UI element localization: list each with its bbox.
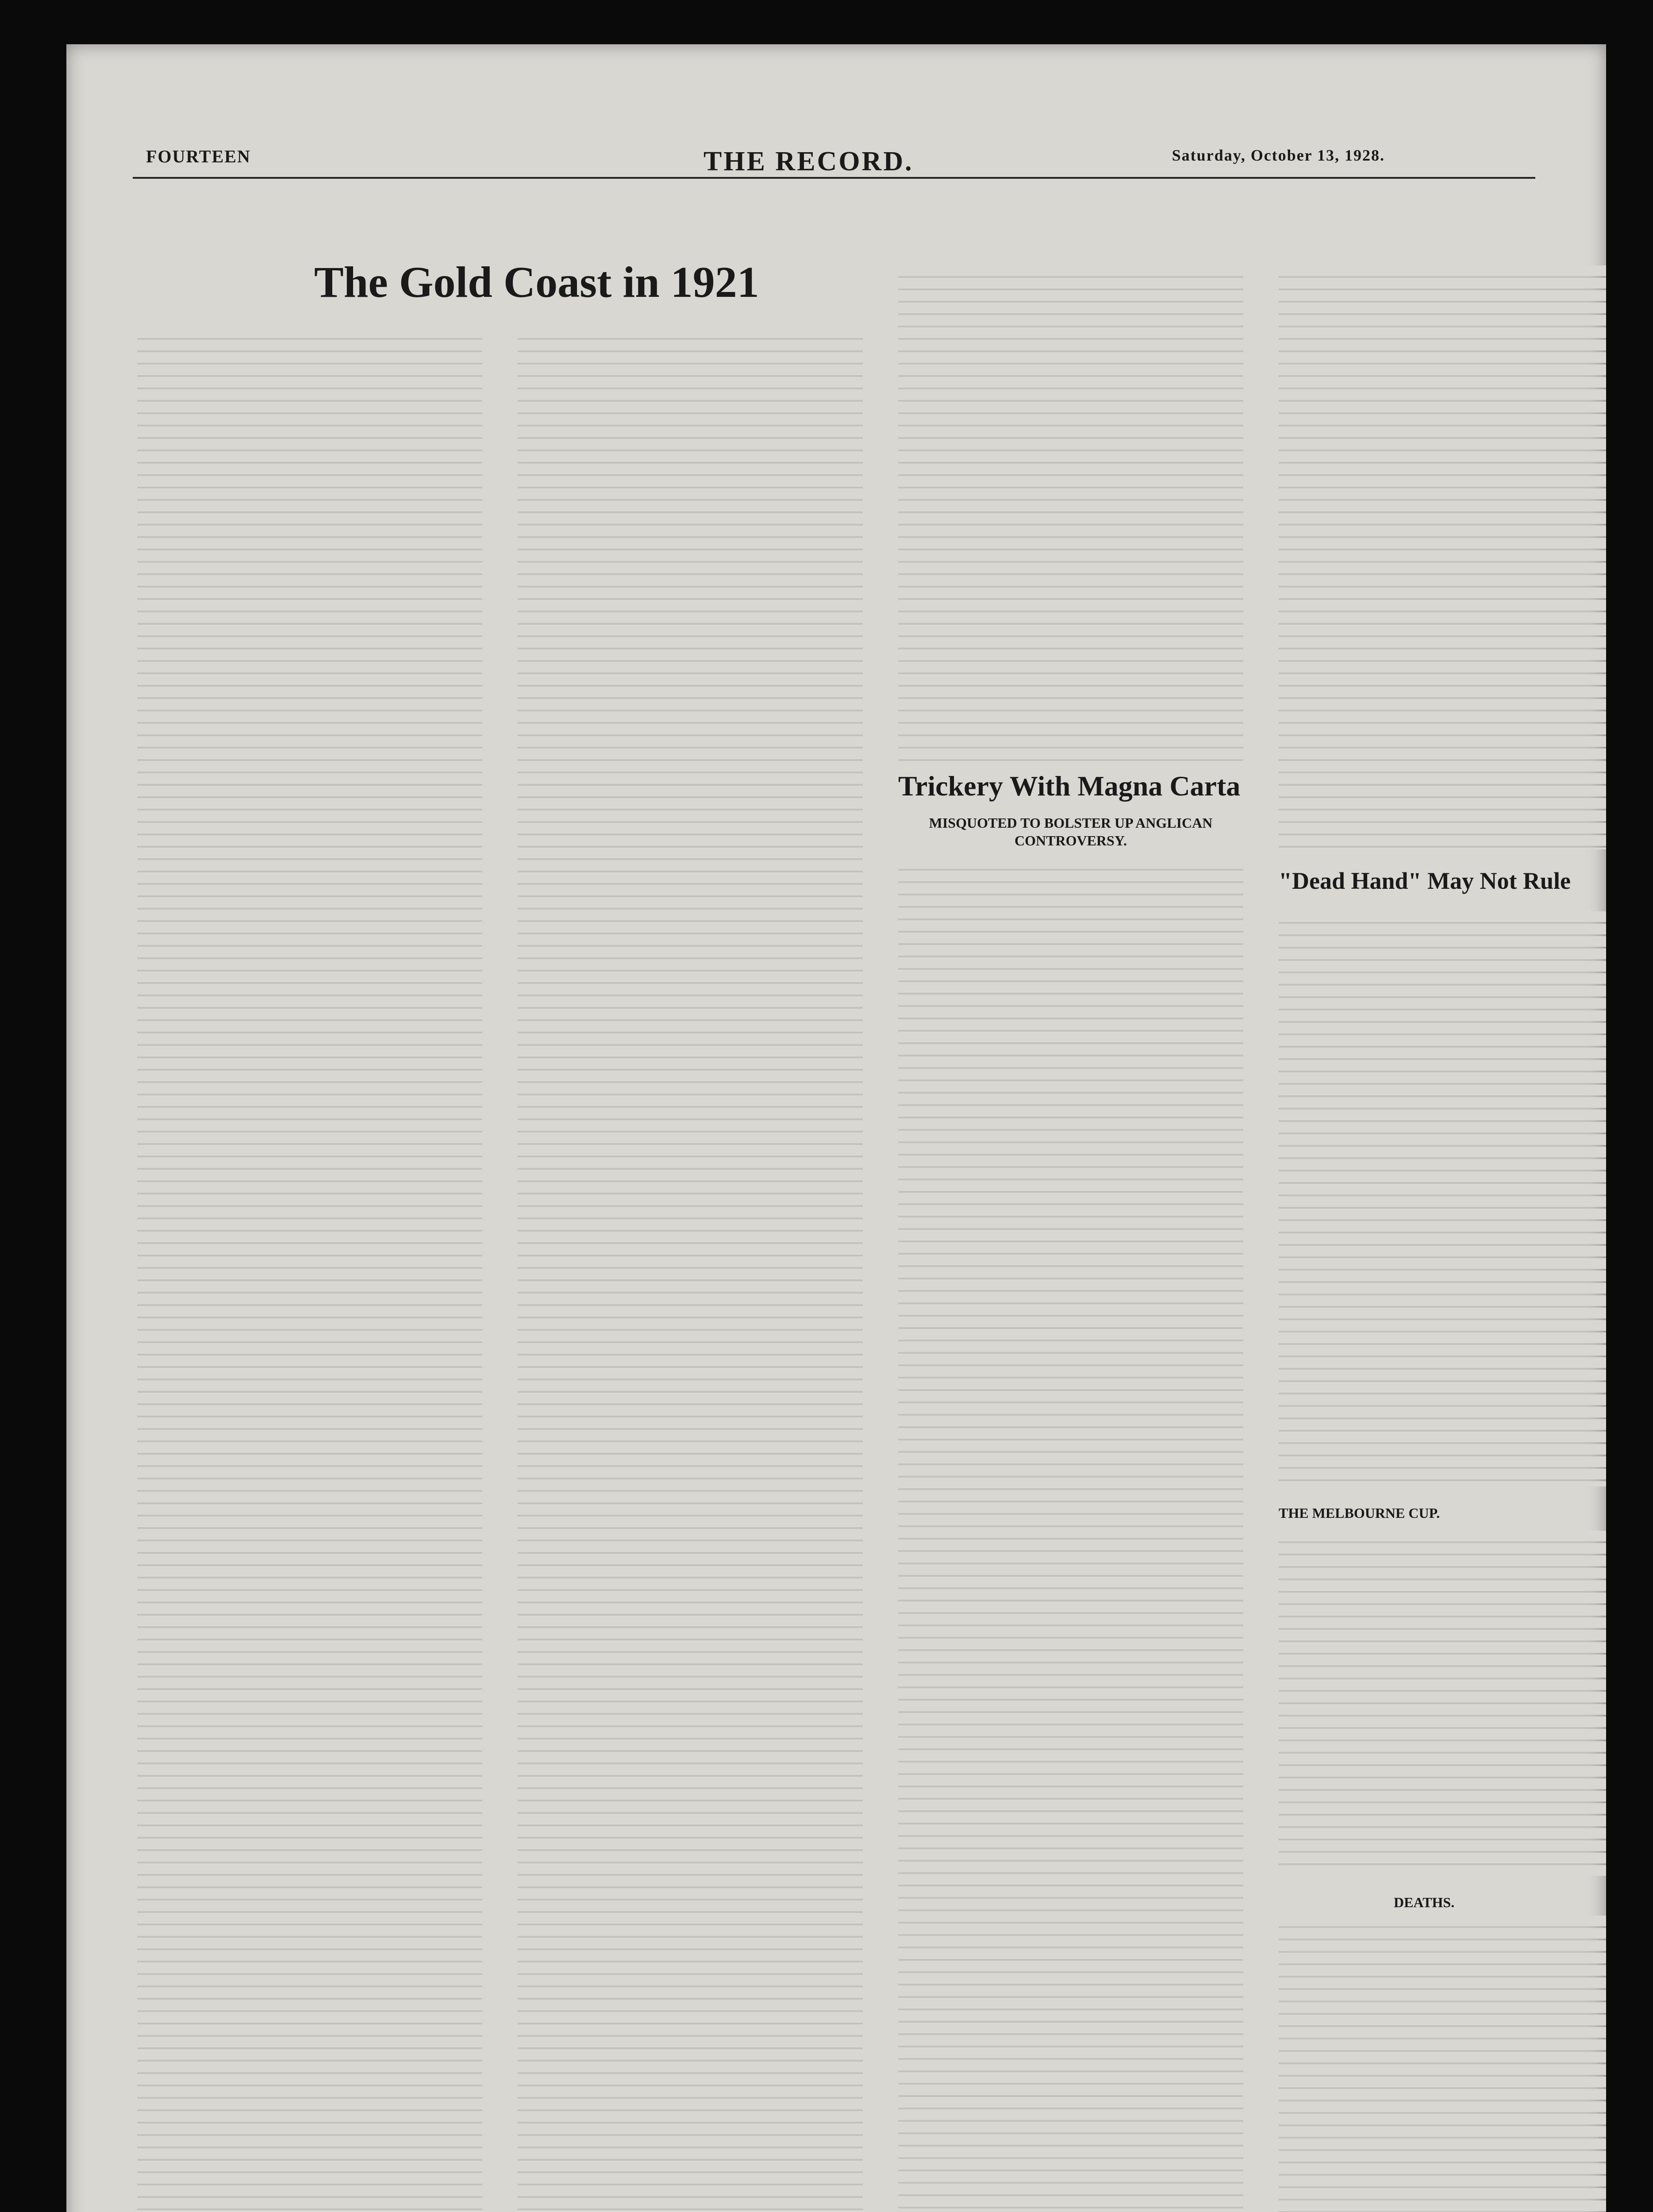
column-4-body-mid — [1279, 911, 1606, 1486]
column-1-body — [137, 327, 482, 2212]
page-number: FOURTEEN — [146, 146, 251, 166]
masthead-rule — [133, 177, 1535, 179]
column-3-body-bottom — [898, 858, 1243, 2212]
newspaper-page — [66, 44, 1606, 2212]
masthead-date: Saturday, October 13, 1928. — [1172, 146, 1385, 164]
column-3-body-top — [898, 265, 1243, 761]
deaths-headline: DEATHS. — [1394, 1894, 1455, 1910]
melbourne-cup-headline: THE MELBOURNE CUP. — [1279, 1505, 1440, 1521]
dead-hand-headline: "Dead Hand" May Not Rule — [1279, 868, 1571, 894]
trickery-headline: Trickery With Magna Carta — [898, 770, 1241, 802]
masthead-title: THE RECORD. — [703, 146, 914, 177]
trickery-subhead: MISQUOTED TO BOLSTER UP ANGLICAN CONTROVERSY. — [929, 815, 1213, 849]
gold-coast-headline: The Gold Coast in 1921 — [314, 257, 759, 307]
column-4-body-cup — [1279, 1531, 1606, 1876]
column-4-deaths — [1279, 1916, 1606, 2212]
column-2-body — [518, 327, 863, 2212]
column-4-body-top — [1279, 265, 1606, 849]
